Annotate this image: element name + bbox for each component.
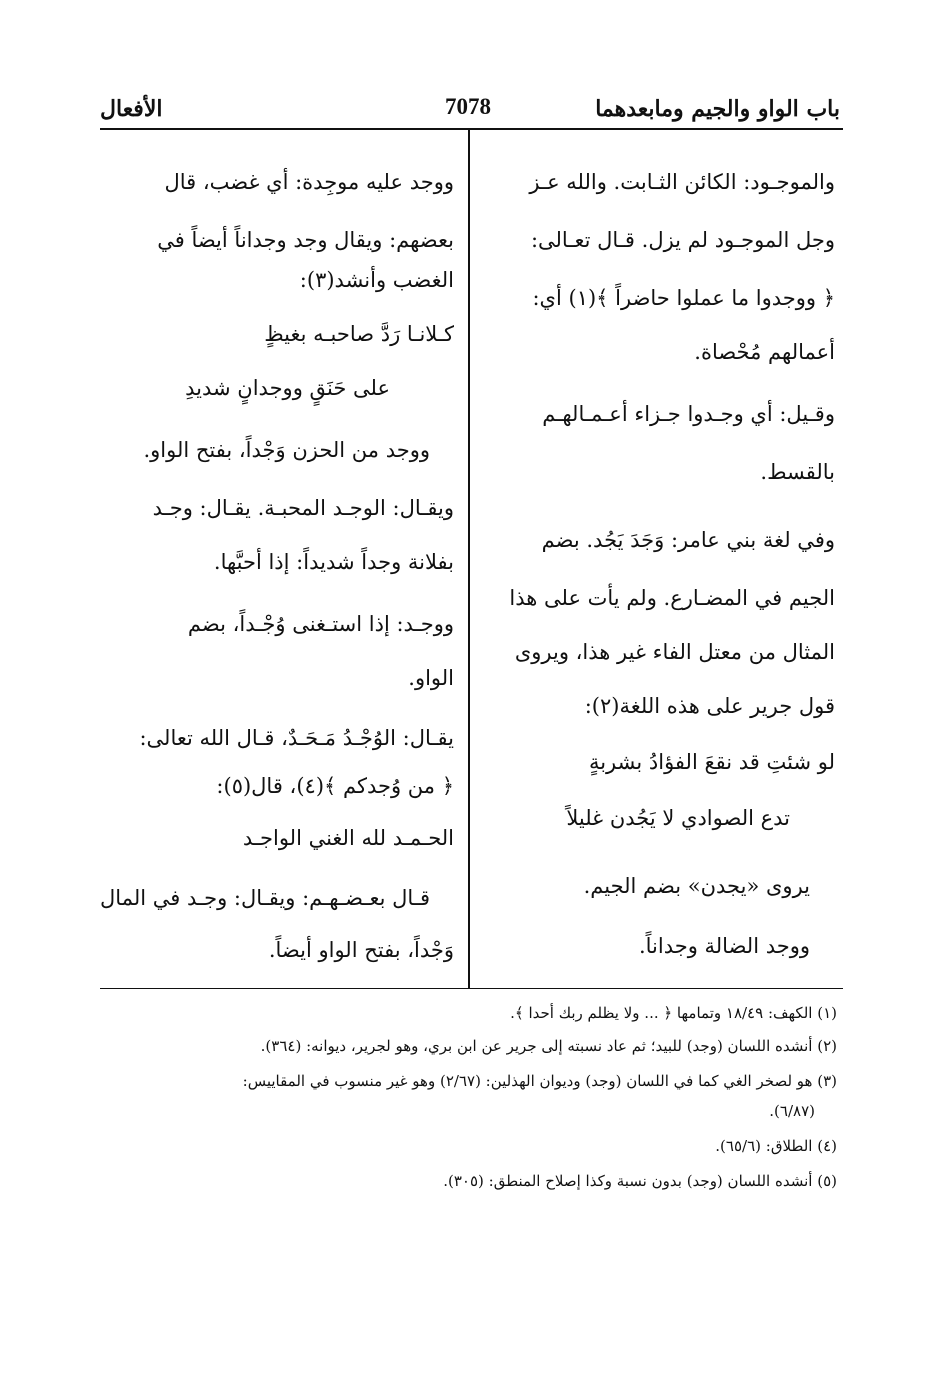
- page-header: [100, 92, 840, 128]
- verse-line: لو شئتِ قد نقعَ الفؤادُ بشربةٍ: [588, 750, 835, 774]
- text-line: ﴿ ووجدوا ما عملوا حاضراً ﴾(١) أي:: [532, 286, 835, 310]
- footnote: (٤) الطلاق: (٦٥/٦).: [715, 1137, 837, 1155]
- text-line: بعضهم: ويقال وجد وجداناً أيضاً في: [157, 228, 454, 252]
- header-rule: [100, 128, 843, 130]
- text-line: بالقسط.: [760, 460, 835, 484]
- text-line: وجل الموجـود لم يزل. قـال تعـالى:: [530, 228, 835, 252]
- text-line: قـال بعـضـهـم: ويقـال: وجـد في المال: [100, 886, 430, 910]
- text-line: ووجـد: إذا استـغنى وُجْـداً، بضم: [187, 612, 454, 636]
- text-line: وقـيل: أي وجـدوا جـزاء أعـمـالهـم: [542, 402, 835, 426]
- text-line: الغضب وأنشد(٣):: [299, 268, 454, 292]
- footnote: (٢) أنشده اللسان (وجد) للبيد؛ ثم عاد نسبته إلى جرير عن ابن بري، وهو لجرير، ديوانه: (٣٦٤).: [260, 1037, 837, 1055]
- text-line: ﴿ من وُجدكم ﴾(٤)، قال(٥):: [216, 774, 454, 798]
- text-line: يقـال: الوُجْـدُ مَـحَـدٌ، قـال الله تعالى:: [139, 726, 454, 750]
- footnote: (٣) هو لصخر الغي كما في اللسان (وجد) وديوان الهذلين: (٢/٦٧) وهو غير منسوب في المقاييس:: [242, 1072, 837, 1090]
- section-title: الأفعال: [100, 96, 163, 122]
- text-line: ويقـال: الوجـد المحبـة. يقـال: وجـد: [152, 496, 454, 520]
- text-line: الجيم في المضـارع. ولم يأت على هذا: [509, 586, 835, 610]
- footnote: (٥) أنشده اللسان (وجد) بدون نسبة وكذا إصلاح المنطق: (٣٠٥).: [443, 1172, 837, 1190]
- text-line: أعمالهم مُحْصاة.: [694, 340, 835, 364]
- chapter-title: باب الواو والجيم ومابعدهما: [595, 96, 840, 122]
- footnote: (١) الكهف: ١٨/٤٩ وتمامها ﴿ ... ولا يظلم ربك أحدا ﴾.: [510, 1004, 837, 1022]
- text-line: ووجد عليه موجِدة: أي غضب، قال: [164, 170, 454, 194]
- footnote-rule: [100, 988, 843, 989]
- text-line: المثال من معتل الفاء غير هذا، ويروى: [514, 640, 835, 664]
- text-line: الواو.: [408, 666, 454, 690]
- text-line: وفي لغة بني عامر: وَجَدَ يَجُد. بضم: [541, 528, 835, 552]
- text-line: يروى «يجدن» بضم الجيم.: [583, 874, 810, 898]
- text-line: ووجد الضالة وجداناً.: [638, 934, 810, 958]
- text-line: بفلانة وجداً شديداً: إذا أحبَّها.: [213, 550, 454, 574]
- text-line: وَجْداً، بفتح الواو أيضاً.: [268, 938, 454, 962]
- verse-line: الحـمـد لله الغني الواجـد: [242, 826, 454, 850]
- page-number: 7078: [445, 94, 491, 119]
- verse-line: كـلانـا رَدَّ صاحبـه بغيظٍ: [264, 322, 454, 346]
- footnote: (٦/٨٧).: [769, 1102, 815, 1120]
- verse-line: على حَنَقٍ ووجدانٍ شديدِ: [185, 376, 390, 400]
- text-line: والموجـود: الكائن الثـابت. والله عـز: [529, 170, 835, 194]
- text-line: ووجد من الحزن وَجْداً، بفتح الواو.: [143, 438, 430, 462]
- verse-line: تدع الصوادي لا يَجُدن غليلاً: [566, 806, 790, 830]
- text-line: قول جرير على هذه اللغة(٢):: [584, 694, 835, 718]
- column-divider: [468, 130, 470, 988]
